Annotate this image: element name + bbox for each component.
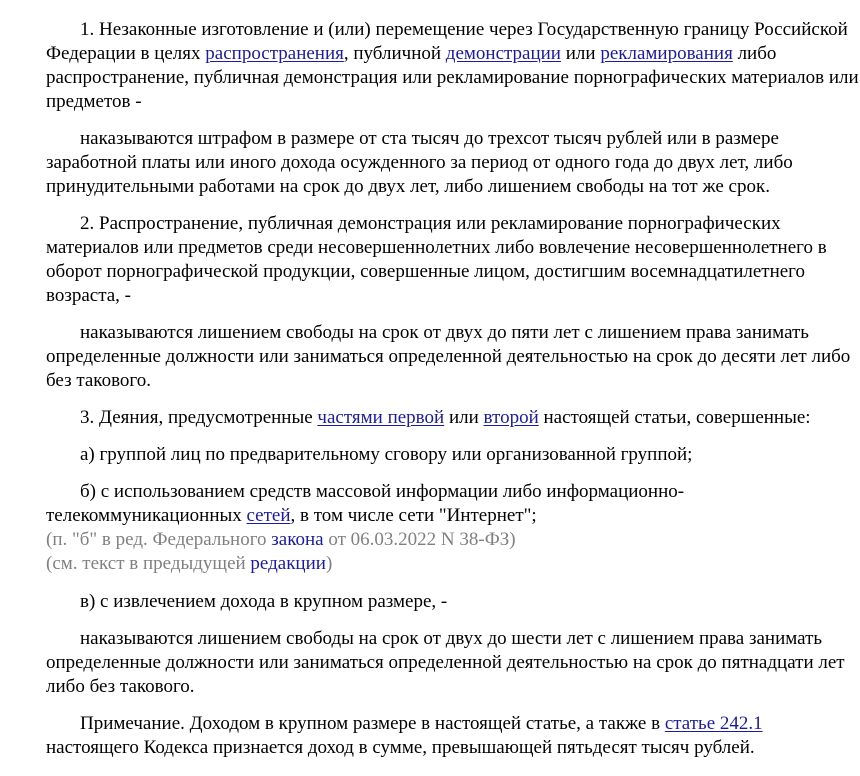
- link-networks[interactable]: сетей: [246, 505, 291, 526]
- part-1-text: 1. Незаконные изготовление и (или) перемещение через Государственную границу Российской Федерации в целях: [46, 19, 848, 64]
- link-advertising[interactable]: рекламирования: [600, 43, 733, 64]
- link-article-242-1[interactable]: статье 242.1: [664, 713, 763, 734]
- link-demonstration[interactable]: демонстрации: [445, 43, 561, 64]
- article-part-2: 2. Распространение, публичная демонстрация или рекламирование порнографических материалов или предметов среди несовершеннолетних либо вовлечение несовершеннолетнего в оборот порнографической продукции, совершенные лицом, достигшим восемнадцатилетнего возраста, -: [46, 213, 827, 306]
- item-b-text: б) с использованием средств массовой информации либо информационно-телекоммуникационных: [46, 481, 685, 526]
- article-part-1: [46, 18, 860, 114]
- part-3-text: 3. Деяния, предусмотренные: [80, 407, 318, 428]
- penalty-part-3: наказываются лишением свободы на срок от двух до шести лет с лишением права занимать определенные должности или заниматься определенной деятельностью на срок до пятнадцати лет либо без такового.: [46, 628, 845, 697]
- part-1-text: , публичной: [343, 43, 446, 64]
- link-federal-law[interactable]: закона: [271, 529, 324, 550]
- article-part-3: [46, 406, 860, 430]
- link-previous-edition[interactable]: редакции: [250, 553, 326, 574]
- link-parts-first[interactable]: частями первой: [317, 407, 445, 428]
- part-1-text: либо распространение, публичная демонстрация или рекламирование порнографических материалов или предметов -: [46, 43, 859, 112]
- item-b: [46, 480, 860, 528]
- link-part-second[interactable]: второй: [483, 407, 539, 428]
- penalty-part-1: наказываются штрафом в размере от ста тысяч до трехсот тысяч рублей или в размере заработной платы или иного дохода осужденного за период от одного года до двух лет, либо принудительными работами на срок до двух лет, либо лишением свободы на тот же срок.: [46, 128, 793, 197]
- previous-edition-note-text: ): [325, 553, 333, 574]
- amendment-note: [46, 528, 860, 552]
- part-1-text: или: [560, 43, 601, 64]
- article-remark: [46, 712, 860, 760]
- item-v: в) с извлечением дохода в крупном размере, -: [80, 591, 448, 612]
- part-3-text: или: [444, 407, 484, 428]
- item-b-text: , в том числе сети "Интернет";: [290, 505, 537, 526]
- part-3-text: настоящей статьи, совершенные:: [538, 407, 811, 428]
- previous-edition-note-text: (см. текст в предыдущей: [46, 553, 251, 574]
- remark-text: настоящего Кодекса признается доход в сумме, превышающей пятьдесят тысяч рублей.: [46, 737, 755, 758]
- remark-text: Примечание. Доходом в крупном размере в настоящей статье, а также в: [80, 713, 665, 734]
- penalty-part-2: наказываются лишением свободы на срок от двух до пяти лет с лишением права занимать определенные должности или заниматься определенной деятельностью на срок до десяти лет либо без такового.: [46, 322, 851, 391]
- link-distribution[interactable]: распространения: [205, 43, 344, 64]
- amendment-note-text: (п. "б" в ред. Федерального: [46, 529, 272, 550]
- previous-edition-note: [46, 552, 860, 576]
- item-a: а) группой лиц по предварительному сговору или организованной группой;: [80, 444, 693, 465]
- amendment-note-text: от 06.03.2022 N 38-ФЗ): [323, 529, 516, 550]
